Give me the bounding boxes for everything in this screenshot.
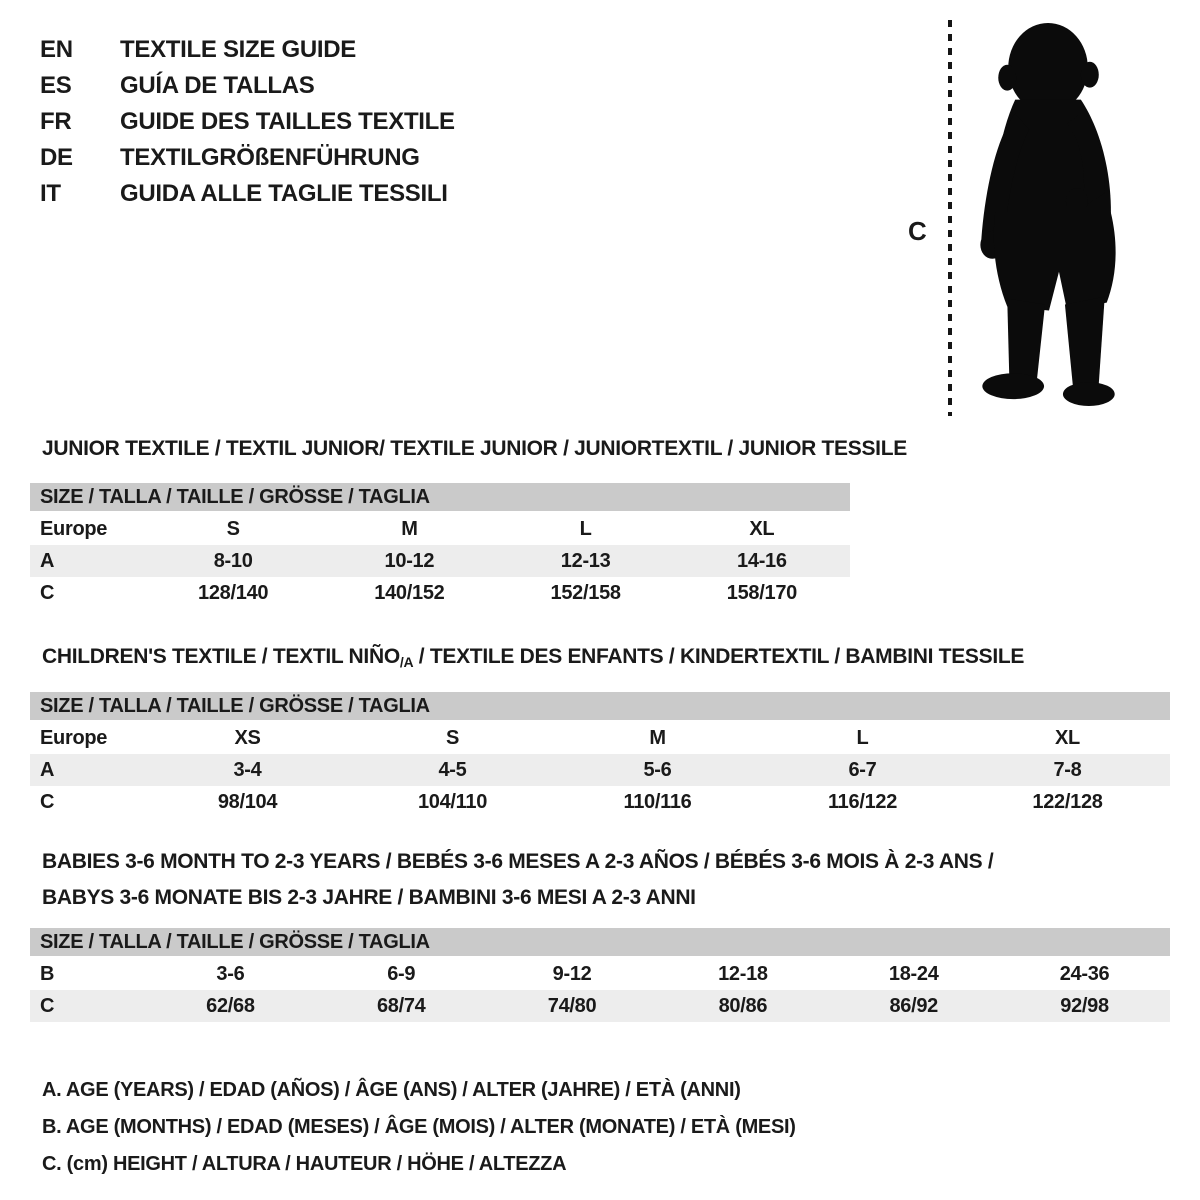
children-title-subscript: /A xyxy=(399,654,414,670)
table-cell: 4-5 xyxy=(438,758,467,781)
babies-section-title-line2: BABYS 3-6 MONATE BIS 2-3 JAHRE / BAMBINI 3-6 MESI A 2-3 ANNI xyxy=(42,886,696,909)
table-cell: 3-4 xyxy=(233,758,262,781)
table-cell: 9-12 xyxy=(552,962,592,985)
language-title: TEXTILE SIZE GUIDE xyxy=(120,36,356,63)
height-measure-dashed-line xyxy=(948,20,952,416)
language-code: EN xyxy=(40,36,73,63)
children-title-prefix: CHILDREN'S TEXTILE / TEXTIL NIÑO xyxy=(42,645,400,668)
junior-size-table xyxy=(30,483,850,609)
babies-size-table xyxy=(30,928,1170,1022)
language-code: IT xyxy=(40,180,61,207)
table-cell: 12-13 xyxy=(560,549,611,572)
size-table-header: SIZE / TALLA / TAILLE / GRÖSSE / TAGLIA xyxy=(30,483,850,511)
table-cell: 152/158 xyxy=(550,581,621,604)
table-row-age xyxy=(30,754,1170,786)
table-cell: L xyxy=(856,726,869,749)
language-title: TEXTILGRÖßENFÜHRUNG xyxy=(120,144,420,171)
table-cell: 6-9 xyxy=(387,962,416,985)
legend-line-b: B. AGE (MONTHS) / EDAD (MESES) / ÂGE (MOIS) / ALTER (MONATE) / ETÀ (MESI) xyxy=(42,1116,796,1138)
language-row-fr xyxy=(40,104,455,140)
row-label: C xyxy=(40,581,55,604)
size-table-header: SIZE / TALLA / TAILLE / GRÖSSE / TAGLIA xyxy=(30,692,1170,720)
table-cell: L xyxy=(579,517,592,540)
table-cell: 110/116 xyxy=(623,790,692,813)
language-title: GUIDA ALLE TAGLIE TESSILI xyxy=(120,180,448,207)
language-code: ES xyxy=(40,72,72,99)
table-cell: 12-18 xyxy=(718,962,768,985)
table-cell: S xyxy=(226,517,240,540)
table-cell: 158/170 xyxy=(726,581,797,604)
table-cell: 74/80 xyxy=(547,994,597,1017)
table-cell: 122/128 xyxy=(1032,790,1103,813)
row-label: Europe xyxy=(40,726,108,749)
table-cell: 24-36 xyxy=(1059,962,1110,985)
table-cell: 68/74 xyxy=(376,994,426,1017)
table-cell: 6-7 xyxy=(848,758,877,781)
table-row-height xyxy=(30,786,1170,818)
table-cell: 86/92 xyxy=(889,994,938,1017)
row-label: Europe xyxy=(40,517,108,540)
row-label: A xyxy=(40,549,55,572)
table-cell: 10-12 xyxy=(384,549,435,572)
table-cell: 116/122 xyxy=(827,790,898,813)
children-size-table xyxy=(30,692,1170,818)
children-title-suffix: / TEXTILE DES ENFANTS / KINDERTEXTIL / BAMBINI TESSILE xyxy=(413,645,1025,668)
toddler-silhouette-icon xyxy=(965,18,1140,421)
table-cell: 5-6 xyxy=(643,758,672,781)
babies-section-title-line1: BABIES 3-6 MONTH TO 2-3 YEARS / BEBÉS 3-6 MESES A 2-3 AÑOS / BÉBÉS 3-6 MOIS À 2-3 ANS / xyxy=(42,850,994,873)
table-cell: M xyxy=(401,517,418,540)
table-cell: M xyxy=(649,726,666,749)
language-row-de xyxy=(40,140,455,176)
measurement-legend xyxy=(42,1072,796,1183)
row-label: C xyxy=(40,790,55,813)
table-cell: 80/86 xyxy=(718,994,768,1017)
table-row-height xyxy=(30,577,850,609)
size-table-header: SIZE / TALLA / TAILLE / GRÖSSE / TAGLIA xyxy=(30,928,1170,956)
table-row-age-months xyxy=(30,958,1170,990)
row-label: C xyxy=(40,994,55,1017)
table-cell: XL xyxy=(749,517,775,540)
junior-section-title: JUNIOR TEXTILE / TEXTIL JUNIOR/ TEXTILE JUNIOR / JUNIORTEXTIL / JUNIOR TESSILE xyxy=(42,437,907,460)
table-row-age xyxy=(30,545,850,577)
table-cell: XL xyxy=(1055,726,1080,749)
table-cell: 3-6 xyxy=(216,962,245,985)
table-row-height xyxy=(30,990,1170,1022)
legend-line-a: A. AGE (YEARS) / EDAD (AÑOS) / ÂGE (ANS) / ALTER (JAHRE) / ETÀ (ANNI) xyxy=(42,1079,741,1101)
table-cell: 98/104 xyxy=(217,790,278,813)
table-cell: 62/68 xyxy=(206,994,255,1017)
row-label: A xyxy=(40,758,55,781)
table-cell: 104/110 xyxy=(417,790,488,813)
language-row-es xyxy=(40,68,455,104)
height-measure-label: C xyxy=(908,216,927,246)
table-cell: 8-10 xyxy=(213,549,253,572)
legend-line-c: C. (cm) HEIGHT / ALTURA / HAUTEUR / HÖHE / ALTEZZA xyxy=(42,1153,567,1175)
language-title-list xyxy=(40,32,455,212)
table-cell: 92/98 xyxy=(1060,994,1109,1017)
table-row-europe xyxy=(30,513,850,545)
table-cell: 7-8 xyxy=(1053,758,1082,781)
table-cell: 14-16 xyxy=(737,549,787,572)
language-row-en xyxy=(40,32,455,68)
language-row-it xyxy=(40,176,455,212)
language-code: DE xyxy=(40,144,73,171)
table-cell: 128/140 xyxy=(198,581,269,604)
language-title: GUÍA DE TALLAS xyxy=(120,72,315,99)
language-title: GUIDE DES TAILLES TEXTILE xyxy=(120,108,455,135)
table-cell: 140/152 xyxy=(374,581,445,604)
table-cell: XS xyxy=(234,726,261,749)
row-label: B xyxy=(40,962,55,985)
table-cell: 18-24 xyxy=(888,962,939,985)
table-row-europe xyxy=(30,722,1170,754)
language-code: FR xyxy=(40,108,72,135)
table-cell: S xyxy=(445,726,460,749)
children-section-title xyxy=(42,645,1024,670)
